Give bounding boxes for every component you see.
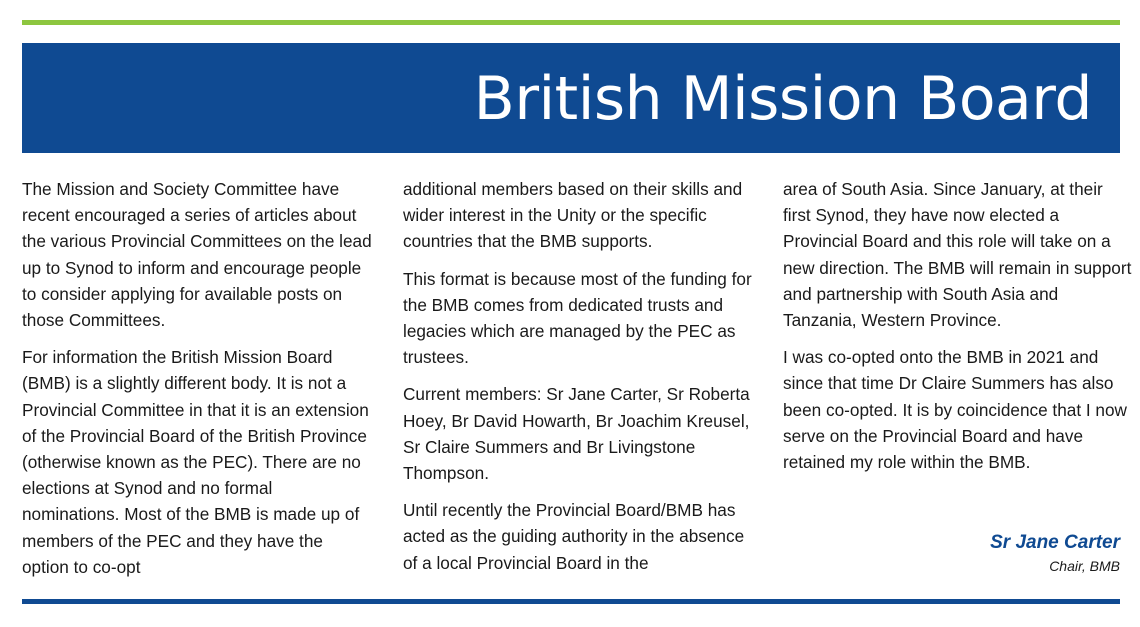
article-paragraph: I was co-opted onto the BMB in 2021 and since that time Dr Claire Summers has also been co-opted. It is by coincidence that I now serve on the Provincial Board and have retained my role within the BMB. <box>783 347 1127 473</box>
article-column-3 <box>783 176 1133 486</box>
article-column-2 <box>403 176 753 587</box>
author-name: Sr Jane Carter <box>990 532 1120 553</box>
title-banner <box>22 43 1120 153</box>
top-green-rule <box>22 20 1120 25</box>
article-paragraph: For information the British Mission Board (BMB) is a slightly different body. It is not a Provincial Committee in that it is an extension of the Provincial Board of the British Province (otherwise known as the PEC). There are no elections at Synod and no formal nominations. Most of the BMB is made up of members of the PEC and they have the option to co-opt <box>22 347 369 577</box>
bottom-blue-rule <box>22 599 1120 604</box>
page-title: British Mission Board <box>473 64 1092 134</box>
article-column-1 <box>22 176 372 591</box>
author-signature <box>990 530 1120 576</box>
article-paragraph: Current members: Sr Jane Carter, Sr Roberta Hoey, Br David Howarth, Br Joachim Kreusel, Sr Claire Summers and Br Livingstone Thompson. <box>403 384 750 484</box>
article-paragraph: This format is because most of the funding for the BMB comes from dedicated trusts and legacies which are managed by the PEC as trustees. <box>403 268 752 368</box>
article-paragraph: area of South Asia. Since January, at their first Synod, they have now elected a Provincial Board and this role will take on a new direction. The BMB will remain in support and partnership with South Asia and Tanzania, Western Province. <box>783 179 1132 331</box>
article-paragraph: The Mission and Society Committee have recent encouraged a series of articles about the various Provincial Committees on the lead up to Synod to inform and encourage people to consider applying for available posts on those Committees. <box>22 179 372 331</box>
article-paragraph: additional members based on their skills and wider interest in the Unity or the specific countries that the BMB supports. <box>403 179 743 252</box>
author-role: Chair, BMB <box>1049 558 1120 574</box>
article-paragraph: Until recently the Provincial Board/BMB has acted as the guiding authority in the absence of a local Provincial Board in the <box>403 500 745 573</box>
